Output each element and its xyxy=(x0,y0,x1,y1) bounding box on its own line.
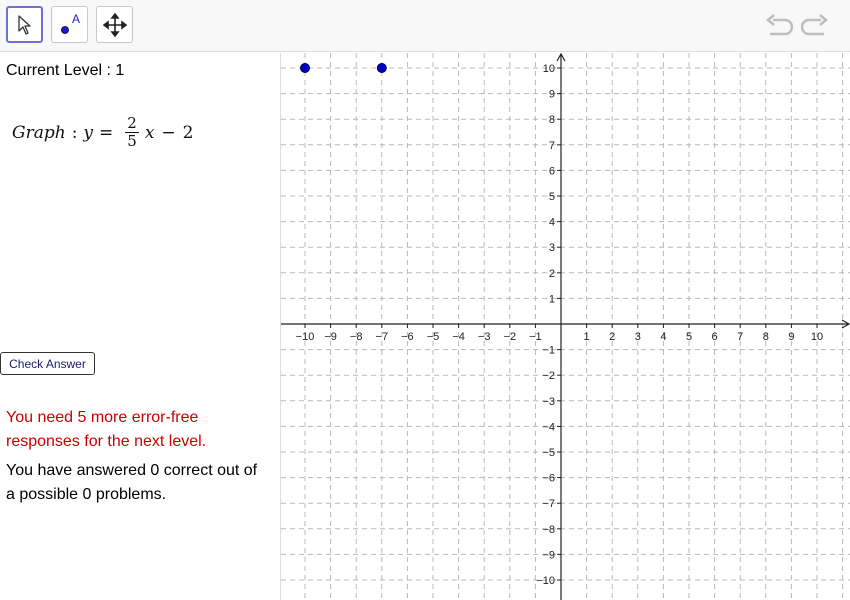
x-tick-label: −10 xyxy=(295,331,315,343)
grid-lines xyxy=(281,53,850,600)
x-tick-label: −8 xyxy=(349,331,363,343)
y-tick-label: −8 xyxy=(542,523,555,536)
x-tick-label: 1 xyxy=(583,331,590,343)
graphics-view[interactable] xyxy=(281,53,850,600)
move-graphics-view-icon xyxy=(103,13,127,37)
slope-fraction xyxy=(125,115,139,150)
y-tick-label: −6 xyxy=(542,472,555,485)
error-free-message: You need 5 more error-free responses for the next level. xyxy=(6,409,207,450)
x-tick-label: −2 xyxy=(503,331,517,343)
undo-icon xyxy=(765,14,793,38)
y-tick-label: 4 xyxy=(548,216,555,229)
equation-minus: − xyxy=(161,122,176,143)
y-tick-label: 9 xyxy=(548,88,555,101)
axes xyxy=(281,54,849,600)
y-tick-label: −1 xyxy=(542,344,555,357)
graph-point[interactable] xyxy=(301,64,310,73)
fraction-denominator: 5 xyxy=(127,132,137,150)
equation-prefix: Graph xyxy=(12,122,66,143)
equation-constant: 2 xyxy=(182,122,194,143)
x-tick-label: 2 xyxy=(609,331,616,343)
pan-tool-button[interactable] xyxy=(96,6,133,43)
y-tick-label: −2 xyxy=(542,370,555,383)
y-tick-label: −3 xyxy=(542,395,555,408)
x-tick-label: −3 xyxy=(477,331,491,343)
x-axis-tick-labels xyxy=(296,331,823,343)
point-tool-label: A xyxy=(71,11,80,26)
equation-y: y xyxy=(83,122,94,143)
y-tick-label: 6 xyxy=(548,165,555,178)
x-tick-label: −4 xyxy=(452,331,465,343)
y-tick-label: −10 xyxy=(536,575,555,587)
score-message: You have answered 0 correct out of a possible 0 problems. xyxy=(6,462,258,503)
x-tick-label: −9 xyxy=(324,331,337,343)
redo-icon xyxy=(801,14,829,38)
y-tick-label: −9 xyxy=(542,549,555,562)
y-tick-label: −7 xyxy=(542,498,555,511)
algebra-panel xyxy=(0,53,281,600)
move-tool-button[interactable] xyxy=(6,6,43,43)
y-axis-tick-labels xyxy=(536,63,555,587)
y-tick-label: 5 xyxy=(548,191,555,203)
x-tick-label: −5 xyxy=(426,331,440,343)
undo-button[interactable] xyxy=(764,13,794,39)
y-tick-label: 1 xyxy=(548,293,555,306)
y-tick-label: −5 xyxy=(542,447,555,459)
toolbar xyxy=(0,0,850,52)
x-tick-label: 9 xyxy=(788,331,795,343)
y-tick-label: 3 xyxy=(548,242,555,255)
x-tick-label: 5 xyxy=(685,331,693,343)
x-tick-label: −7 xyxy=(375,331,389,343)
redo-button[interactable] xyxy=(800,13,830,39)
equation-equals: = xyxy=(99,122,114,143)
y-tick-label: 7 xyxy=(548,139,555,152)
check-answer-button[interactable]: Check Answer xyxy=(0,352,95,375)
graph-point[interactable] xyxy=(377,64,386,73)
y-tick-label: 8 xyxy=(548,114,555,127)
x-tick-label: 10 xyxy=(810,331,824,343)
x-tick-label: 3 xyxy=(634,331,641,343)
point-icon xyxy=(55,10,85,40)
fraction-numerator: 2 xyxy=(127,114,137,132)
y-tick-label: 2 xyxy=(548,267,555,280)
current-level-text: Current Level : 1 xyxy=(6,62,125,79)
arrow-pointer-icon xyxy=(16,14,34,36)
x-tick-label: 8 xyxy=(762,331,769,343)
equation-separator: : xyxy=(71,122,78,143)
equation-display xyxy=(12,115,194,150)
x-tick-label: 7 xyxy=(737,331,744,343)
equation-x: x xyxy=(144,122,155,143)
x-tick-label: −1 xyxy=(529,331,542,343)
y-tick-label: −4 xyxy=(542,421,555,434)
x-tick-label: 4 xyxy=(660,331,667,343)
x-tick-label: −6 xyxy=(401,331,414,343)
x-tick-label: 6 xyxy=(711,331,718,343)
point-tool-button[interactable] xyxy=(51,6,88,43)
y-tick-label: 10 xyxy=(542,63,555,75)
